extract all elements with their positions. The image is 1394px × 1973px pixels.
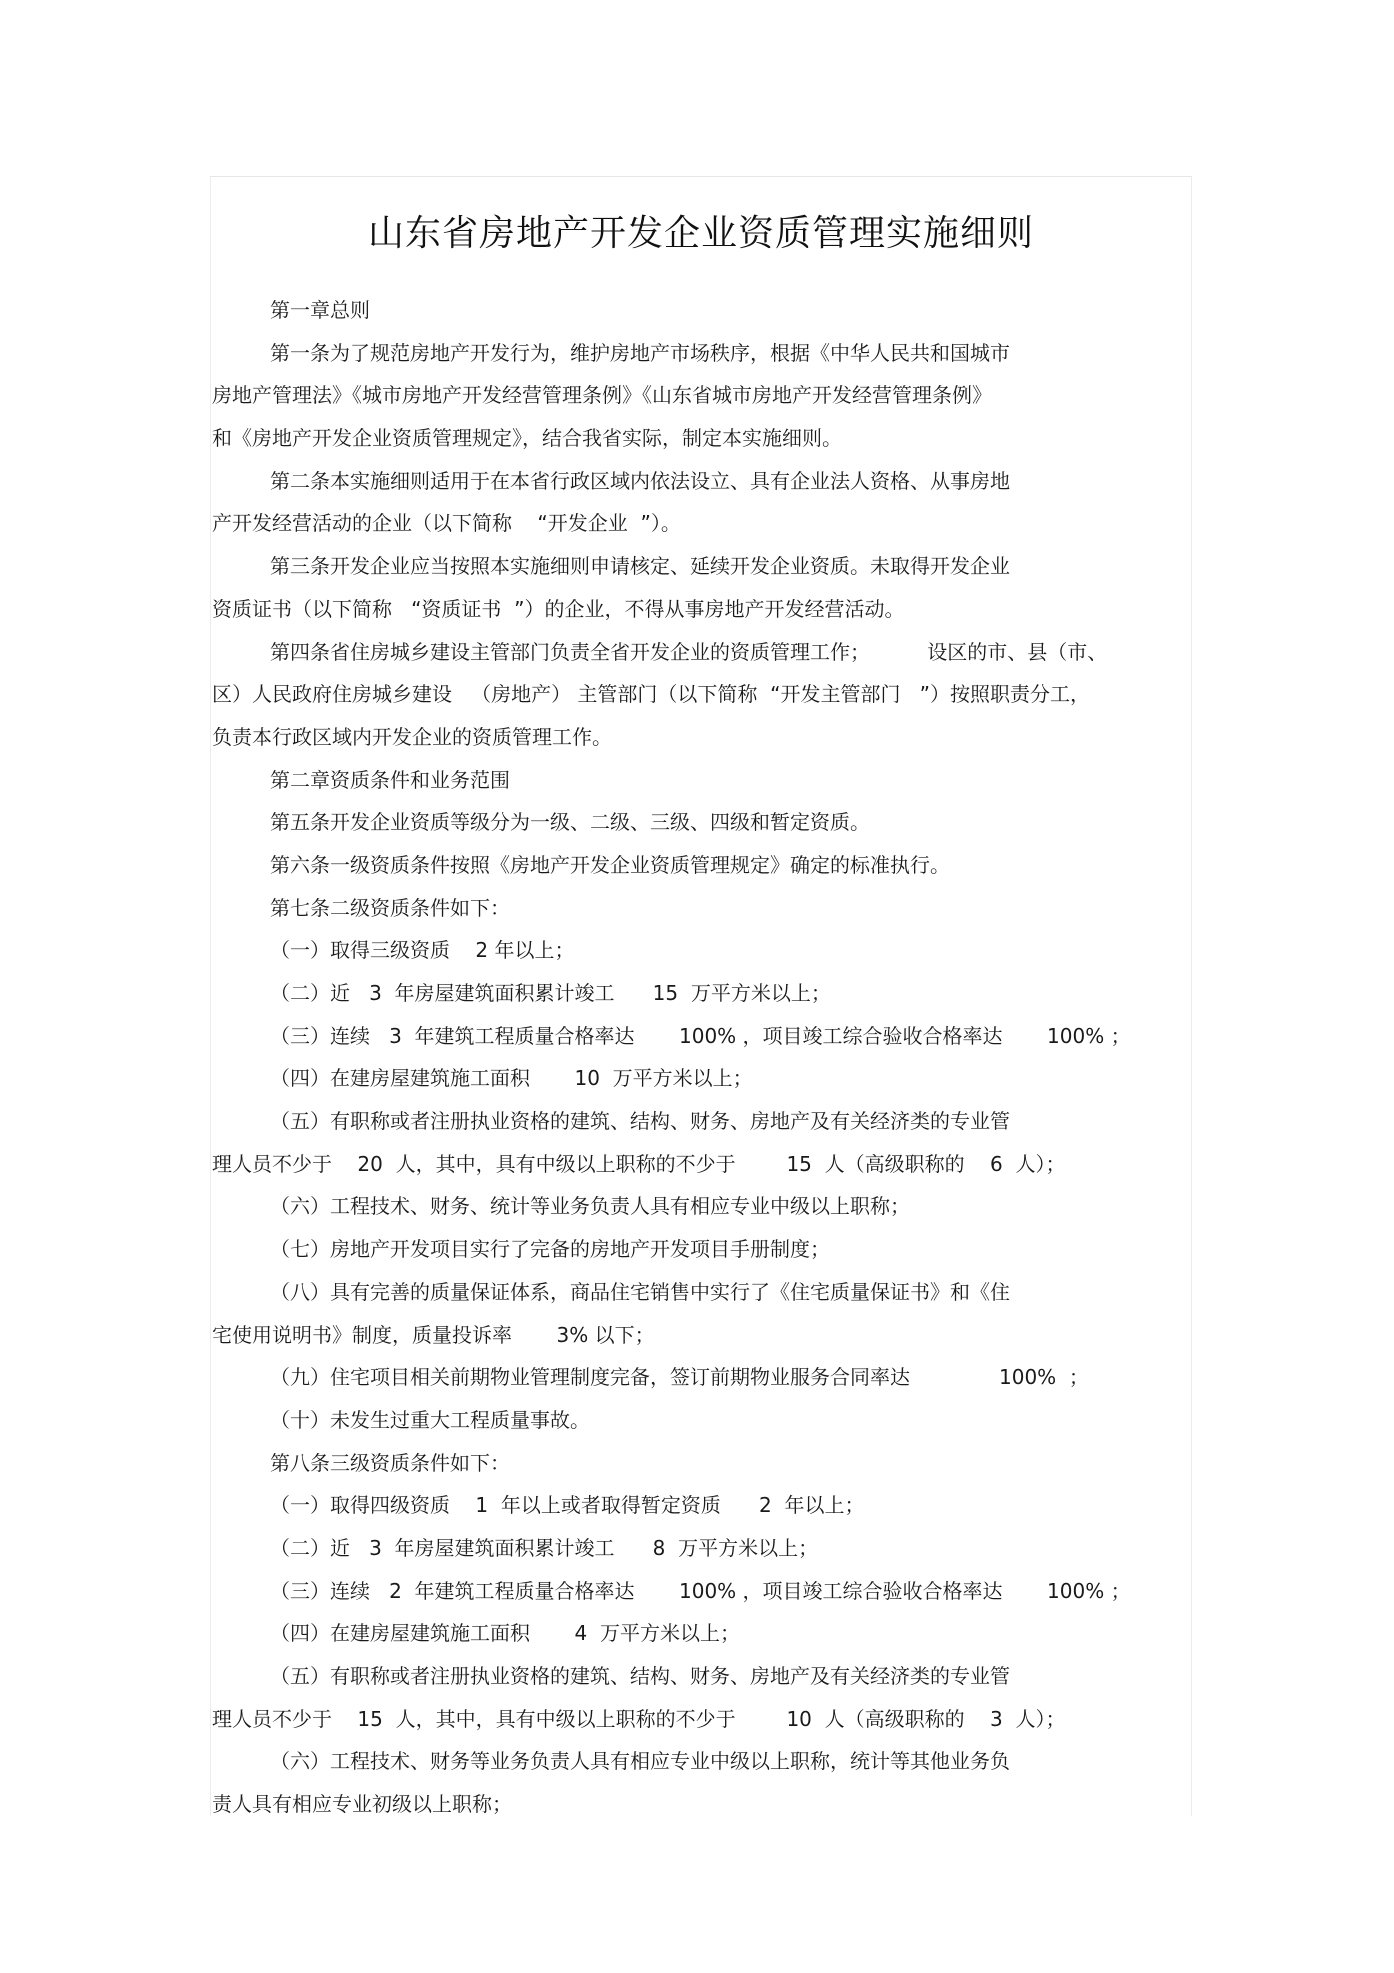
text-line: 和《房地产开发企业资质管理规定》，结合我省实际，制定本实施细则。 bbox=[212, 426, 842, 451]
text-line: 第四条省住房城乡建设主管部门负责全省开发企业的资质管理工作； 设区的市、县（市、 bbox=[270, 639, 1108, 664]
text-line: 第二条本实施细则适用于在本省行政区域内依法设立、具有企业法人资格、从事房地 bbox=[270, 468, 1010, 493]
text-line: 第七条二级资质条件如下： bbox=[270, 895, 510, 920]
text-line: （五）有职称或者注册执业资格的建筑、结构、财务、房地产及有关经济类的专业管 bbox=[270, 1109, 1010, 1134]
text-line: （一）取得三级资质 2 年以上； bbox=[270, 938, 575, 963]
text-line: 区）人民政府住房城乡建设 （房地产） 主管部门（以下简称 “开发主管部门 ”）按照职责分工， bbox=[212, 682, 1090, 707]
text-line: （五）有职称或者注册执业资格的建筑、结构、财务、房地产及有关经济类的专业管 bbox=[270, 1664, 1010, 1688]
text-line: 责人具有相应专业初级以上职称； bbox=[212, 1792, 512, 1817]
text-line: 第三条开发企业应当按照本实施细则申请核定、延续开发企业资质。未取得开发企业 bbox=[270, 554, 1010, 579]
text-line: （十）未发生过重大工程质量事故。 bbox=[270, 1407, 590, 1432]
text-line: （二）近 3 年房屋建筑面积累计竣工 8 万平方米以上； bbox=[270, 1535, 819, 1560]
text-line: （六）工程技术、财务、统计等业务负责人具有相应专业中级以上职称； bbox=[270, 1194, 910, 1219]
text-line: 第一章总则 bbox=[270, 298, 370, 322]
text-line: （六）工程技术、财务等业务负责人具有相应专业中级以上职称，统计等其他业务负 bbox=[270, 1749, 1010, 1774]
text-line: 第五条开发企业资质等级分为一级、二级、三级、四级和暂定资质。 bbox=[270, 810, 870, 835]
text-line: （二）近 3 年房屋建筑面积累计竣工 15 万平方米以上； bbox=[270, 981, 831, 1005]
text-line: 第八条三级资质条件如下： bbox=[270, 1450, 510, 1475]
text-line: 产开发经营活动的企业（以下简称 “开发企业 ”）。 bbox=[212, 511, 681, 536]
text-line: 理人员不少于 15 人，其中，具有中级以上职称的不少于 10 人（高级职称的 3 人）； bbox=[212, 1706, 1066, 1731]
text-line: （三）连续 2 年建筑工程质量合格率达 100% ，项目竣工综合验收合格率达 100% ； bbox=[270, 1578, 1131, 1603]
document-title: 山东省房地产开发企业资质管理实施细则 bbox=[367, 213, 1034, 254]
text-line: （一）取得四级资质 1 年以上或者取得暂定资质 2 年以上； bbox=[270, 1493, 865, 1518]
text-line: （四）在建房屋建筑施工面积 10 万平方米以上； bbox=[270, 1066, 753, 1091]
text-line: （九）住宅项目相关前期物业管理制度完备，签订前期物业服务合同率达 100% ； bbox=[270, 1365, 1089, 1390]
text-line: （七）房地产开发项目实行了完备的房地产开发项目手册制度； bbox=[270, 1237, 830, 1262]
text-line: 第一条为了规范房地产开发行为，维护房地产市场秩序，根据《中华人民共和国城市 bbox=[270, 340, 1010, 365]
text-line: （三）连续 3 年建筑工程质量合格率达 100% ，项目竣工综合验收合格率达 100% ； bbox=[270, 1023, 1131, 1048]
text-line: 理人员不少于 20 人，其中，具有中级以上职称的不少于 15 人（高级职称的 6 人）； bbox=[212, 1151, 1066, 1176]
text-line: 宅使用说明书》制度，质量投诉率 3% 以下； bbox=[212, 1322, 655, 1347]
text-line: （四）在建房屋建筑施工面积 4 万平方米以上； bbox=[270, 1621, 740, 1646]
text-line: 负责本行政区域内开发企业的资质管理工作。 bbox=[212, 724, 612, 749]
document-body bbox=[212, 289, 1192, 1826]
text-line: 第六条一级资质条件按照《房地产开发企业资质管理规定》确定的标准执行。 bbox=[270, 852, 950, 877]
text-line: 房地产管理法》《城市房地产开发经营管理条例》《山东省城市房地产开发经营管理条例》 bbox=[212, 383, 992, 408]
text-line: （八）具有完善的质量保证体系，商品住宅销售中实行了《住宅质量保证书》和《住 bbox=[270, 1279, 1010, 1304]
text-line: 第二章资质条件和业务范围 bbox=[270, 767, 510, 792]
text-line: 资质证书（以下简称 “资质证书 ”）的企业，不得从事房地产开发经营活动。 bbox=[212, 596, 905, 621]
